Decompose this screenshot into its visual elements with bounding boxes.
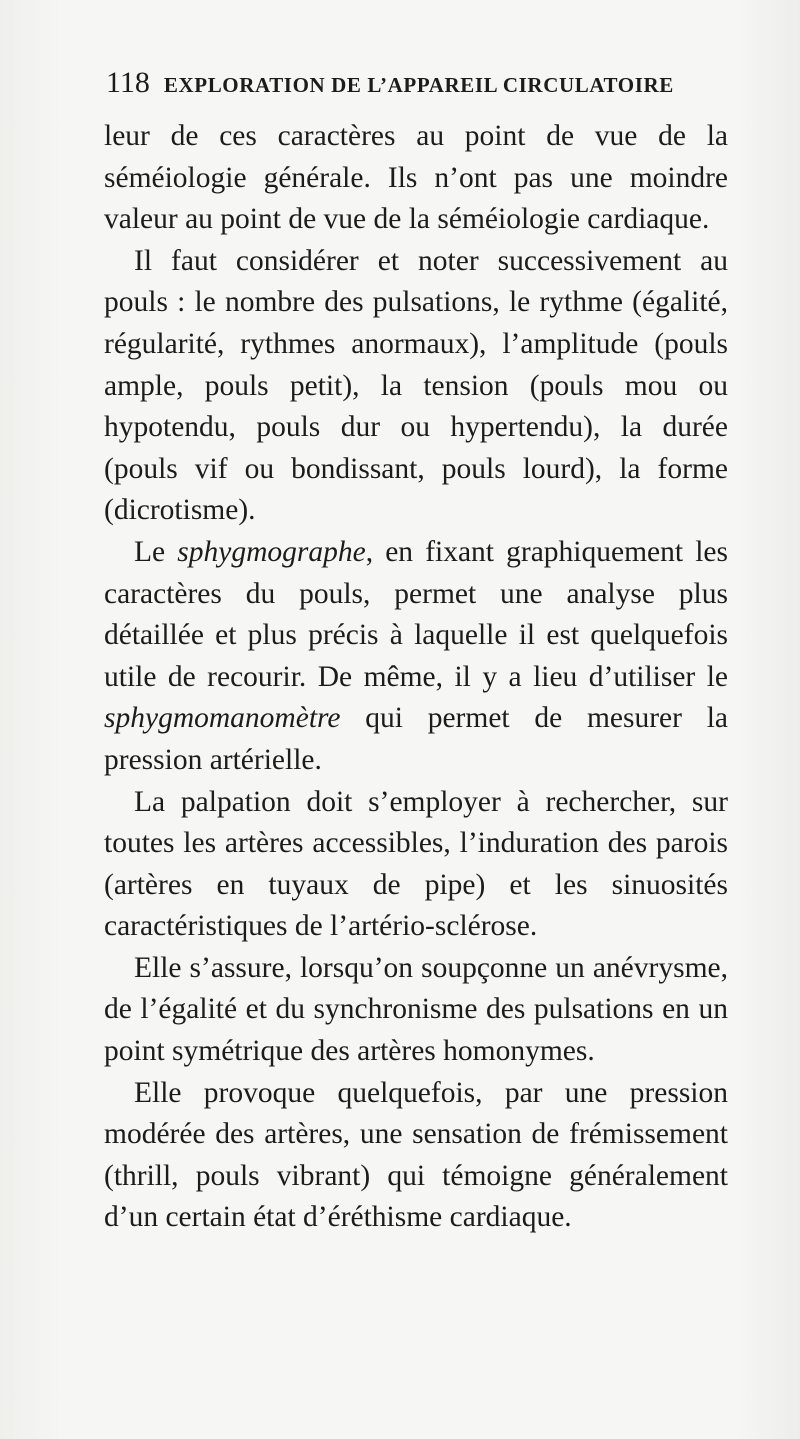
page-number: 118 [106, 66, 150, 99]
term-sphygmographe: sphygmographe [177, 535, 366, 568]
paragraph-2: Il faut considérer et noter successivement au pouls : le nombre des pulsations, le rythme (égalité, régularité, rythmes anormaux), l’amplitude (pouls ample, pouls petit), la tension (pouls mou ou hypotendu, pouls dur ou hypertendu), la durée (pouls vif ou bondissant, pouls lourd), la forme (dicrotisme). [104, 244, 728, 527]
running-title: EXPLORATION DE L’APPAREIL CIRCULATOIRE [163, 73, 674, 97]
paragraph-5: Elle s’assure, lorsqu’on soupçonne un anévrysme, de l’égalité et du synchronisme des pulsations en un point symétrique des artères homonymes. [104, 951, 728, 1068]
paragraph-3-text-c: qui permet de mesurer la pression artérielle. [104, 702, 728, 776]
paragraph-6: Elle provoque quelquefois, par une pression modérée des artères, une sensation de frémissement (thrill, pouls vibrant) qui témoigne généralement d’un certain état d’éréthisme cardiaque. [104, 1076, 728, 1234]
paragraph-3-text-b: , en fixant graphiquement les caractères du pouls, permet une analyse plus détaillée et plus précis à laquelle il est quelquefois utile de recourir. De même, il y a lieu d’utiliser le [104, 535, 728, 693]
term-sphygmomanometre: sphygmomanomètre [104, 702, 341, 735]
paragraph-4: La palpation doit s’employer à rechercher, sur toutes les artères accessibles, l’induration des parois (artères en tuyaux de pipe) et les sinuosités caractéristiques de l’artério-sclérose. [104, 785, 728, 943]
paragraph-3 [104, 532, 728, 782]
page-header [106, 66, 726, 106]
paragraph-3-text-a: Le [134, 535, 178, 568]
paragraph-1: leur de ces caractères au point de vue de la séméiologie générale. Ils n’ont pas une moindre valeur au point de vue de la séméiologie cardiaque. [104, 120, 728, 236]
body-text [104, 116, 728, 1239]
